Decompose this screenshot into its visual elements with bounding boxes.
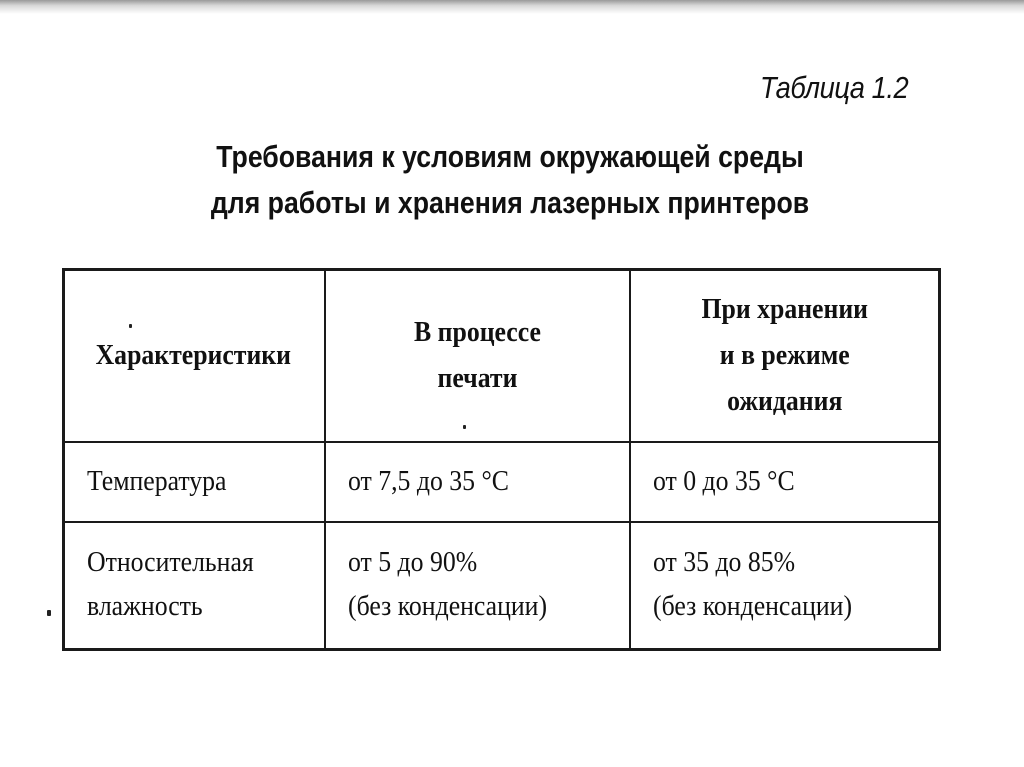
cell-humidity-printing: от 5 до 90% (без конденсации) [325,522,630,650]
header-storage-line-3: ожидания [726,385,842,417]
environment-requirements-table [62,268,941,651]
cell-humidity-storage: от 35 до 85% (без конденсации) [630,522,940,650]
cell-temperature-storage: от 0 до 35 °С [630,442,940,522]
header-printing-line-1: В процессе [413,316,541,348]
caption-line-1: Требования к условиям окружающей среды [216,139,804,174]
header-storage [630,270,940,442]
header-printing [325,270,630,442]
table-number: Таблица 1.2 [760,70,909,105]
table-row-temperature [64,442,940,522]
table-header-row [64,270,940,442]
header-characteristics: Характеристики [64,270,325,442]
scan-speck [47,610,51,616]
header-printing-line-2: печати [437,362,517,394]
caption-line-2: для работы и хранения лазерных принтеров [210,185,810,220]
scan-speck [129,324,132,328]
cell-humidity-name: Относительная влажность [64,522,325,650]
scan-top-shadow [0,0,1024,14]
table-row-humidity [64,522,940,650]
cell-temperature-printing: от 7,5 до 35 °С [325,442,630,522]
table-caption [183,134,837,226]
scan-speck [463,425,466,429]
header-storage-line-2: и в режиме [719,339,850,371]
header-storage-line-1: При хранении [700,293,868,325]
cell-temperature-name: Температура [64,442,325,522]
